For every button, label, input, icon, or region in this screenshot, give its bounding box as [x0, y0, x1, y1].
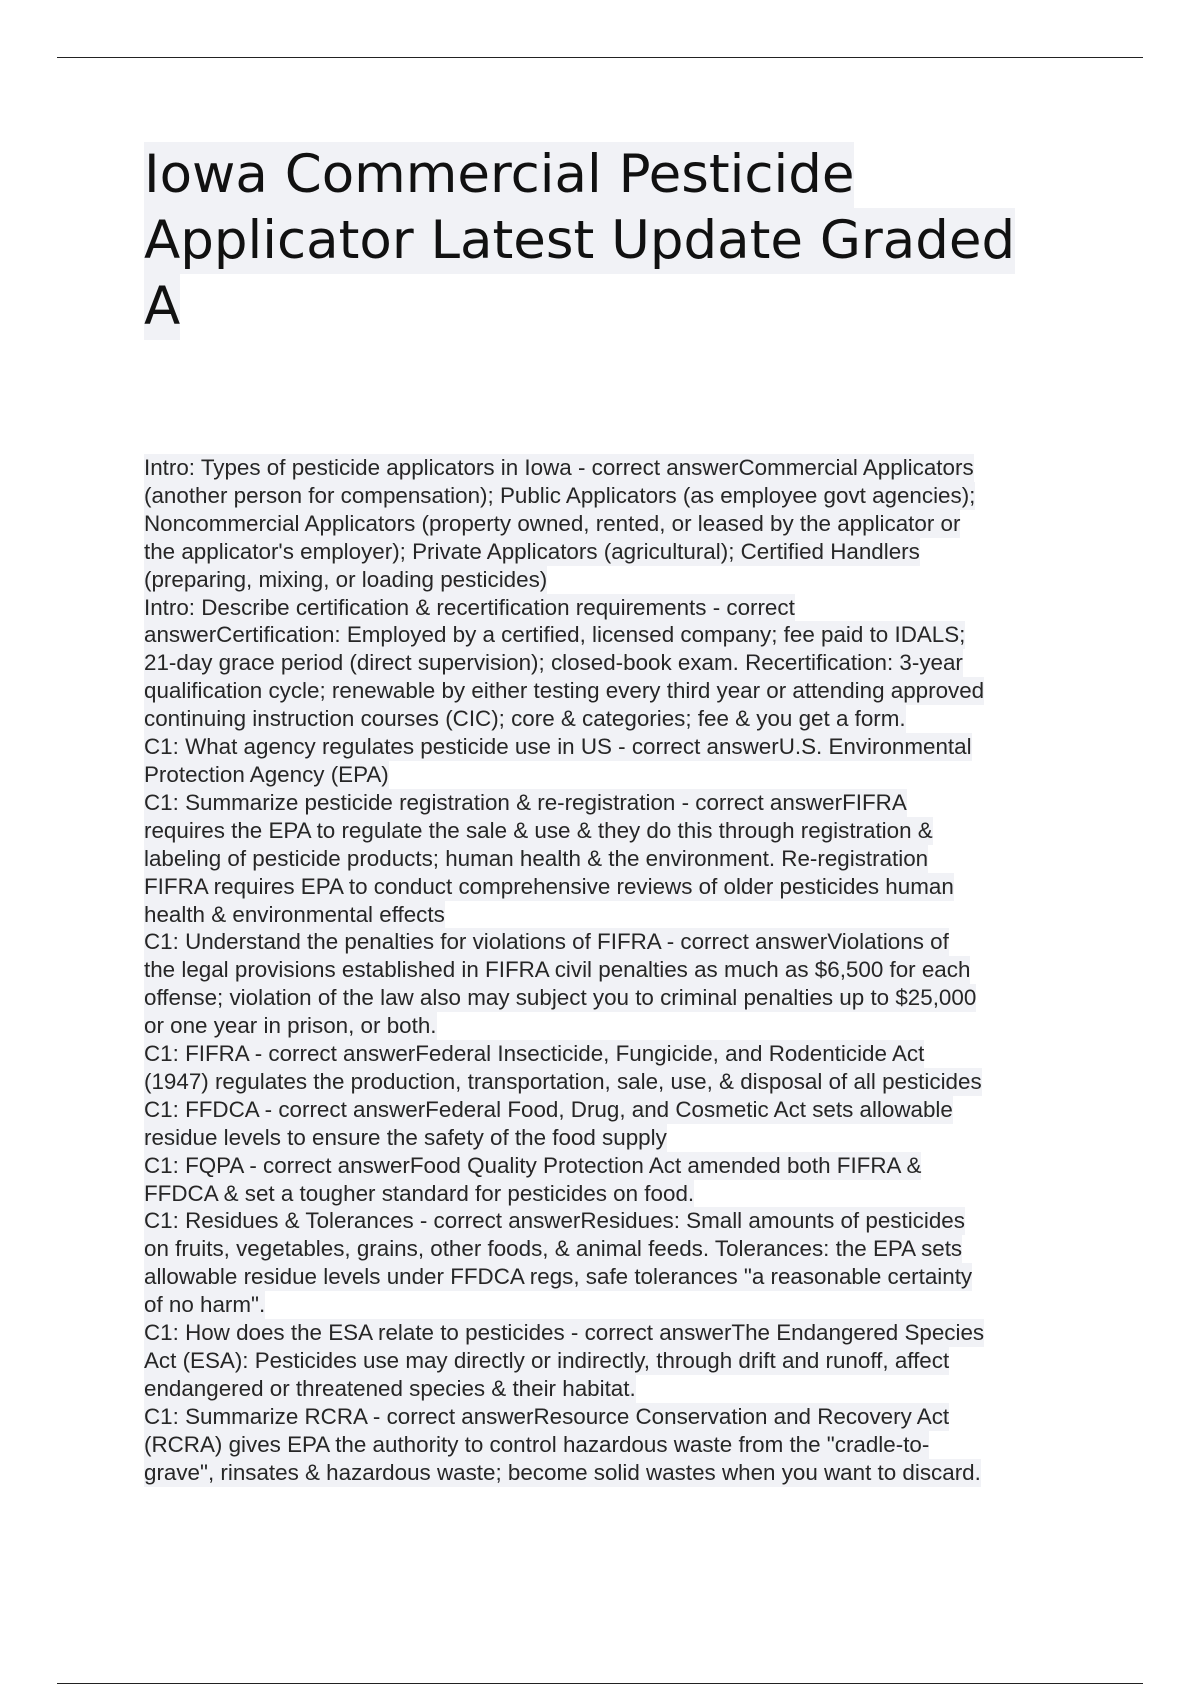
qa-entry: [144, 789, 1064, 929]
text-line: (preparing, mixing, or loading pesticides): [144, 566, 548, 592]
text-line: Intro: Describe certification & recertification requirements - correct: [144, 594, 795, 620]
text-line: 21-day grace period (direct supervision); closed-book exam. Recertification: 3-year: [144, 650, 963, 676]
text-line: (RCRA) gives EPA the authority to control hazardous waste from the "cradle-to-: [144, 1431, 930, 1457]
text-line: C1: FIFRA - correct answerFederal Insecticide, Fungicide, and Rodenticide Act: [144, 1041, 925, 1067]
document-body: [144, 454, 1064, 1487]
text-line: C1: FQPA - correct answerFood Quality Protection Act amended both FIFRA &: [144, 1152, 922, 1178]
title-line: A: [144, 274, 180, 340]
footer-rule: [57, 1683, 1143, 1684]
qa-entry: [144, 1152, 1064, 1208]
text-line: FIFRA requires EPA to conduct comprehensive reviews of older pesticides human: [144, 873, 954, 899]
text-line: endangered or threatened species & their habitat.: [144, 1375, 636, 1401]
text-line: Act (ESA): Pesticides use may directly or indirectly, through drift and runoff, affect: [144, 1348, 950, 1373]
text-line: C1: How does the ESA relate to pesticides - correct answerThe Endangered Species: [144, 1320, 985, 1346]
qa-entry: [144, 1207, 1064, 1319]
text-line: Intro: Types of pesticide applicators in Iowa - correct answerCommercial Applicators: [144, 455, 974, 480]
text-line: continuing instruction courses (CIC); core & categories; fee & you get a form.: [144, 706, 906, 732]
qa-entry: [144, 928, 1064, 1040]
text-line: C1: Understand the penalties for violations of FIFRA - correct answerViolations of: [144, 929, 949, 955]
text-line: C1: Residues & Tolerances - correct answerResidues: Small amounts of pesticides: [144, 1208, 965, 1234]
text-line: Noncommercial Applicators (property owned, rented, or leased by the applicator or: [144, 510, 961, 536]
text-line: C1: Summarize RCRA - correct answerResource Conservation and Recovery Act: [144, 1403, 950, 1429]
text-line: of no harm".: [144, 1292, 266, 1318]
header-rule: [57, 57, 1143, 58]
text-line: the applicator's employer); Private Applicators (agricultural); Certified Handlers: [144, 538, 920, 564]
text-line: answerCertification: Employed by a certified, licensed company; fee paid to IDALS;: [144, 622, 966, 648]
text-line: C1: FFDCA - correct answerFederal Food, Drug, and Cosmetic Act sets allowable: [144, 1096, 953, 1122]
text-line: or one year in prison, or both.: [144, 1013, 437, 1039]
text-line: allowable residue levels under FFDCA regs, safe tolerances "a reasonable certainty: [144, 1264, 973, 1290]
text-line: (1947) regulates the production, transportation, sale, use, & disposal of all pesticides: [144, 1068, 982, 1094]
text-line: qualification cycle; renewable by either testing every third year or attending approved: [144, 678, 985, 704]
qa-entry: [144, 1040, 1064, 1096]
title-line: Iowa Commercial Pesticide: [144, 142, 854, 208]
text-line: FFDCA & set a tougher standard for pesticides on food.: [144, 1180, 695, 1206]
qa-entry: [144, 1403, 1064, 1487]
text-line: C1: Summarize pesticide registration & re-registration - correct answerFIFRA: [144, 789, 907, 815]
text-line: requires the EPA to regulate the sale & use & they do this through registration &: [144, 817, 933, 843]
text-line: (another person for compensation); Public Applicators (as employee govt agencies);: [144, 482, 976, 508]
title-line: Applicator Latest Update Graded: [144, 208, 1015, 274]
text-line: labeling of pesticide products; human health & the environment. Re-registration: [144, 845, 929, 871]
text-line: Protection Agency (EPA): [144, 761, 389, 787]
text-line: grave", rinsates & hazardous waste; become solid wastes when you want to discard.: [144, 1459, 981, 1485]
text-line: residue levels to ensure the safety of the food supply: [144, 1124, 667, 1150]
qa-entry: [144, 454, 1064, 594]
text-line: C1: What agency regulates pesticide use in US - correct answerU.S. Environmental: [144, 734, 972, 760]
text-line: offense; violation of the law also may subject you to criminal penalties up to $25,000: [144, 985, 977, 1011]
text-line: the legal provisions established in FIFRA civil penalties as much as $6,500 for each: [144, 957, 971, 983]
qa-entry: [144, 733, 1064, 789]
qa-entry: [144, 1096, 1064, 1152]
document-title: [144, 142, 1064, 340]
qa-entry: [144, 1319, 1064, 1403]
text-line: on fruits, vegetables, grains, other foods, & animal feeds. Tolerances: the EPA sets: [144, 1236, 963, 1262]
qa-entry: [144, 594, 1064, 734]
text-line: health & environmental effects: [144, 901, 445, 927]
